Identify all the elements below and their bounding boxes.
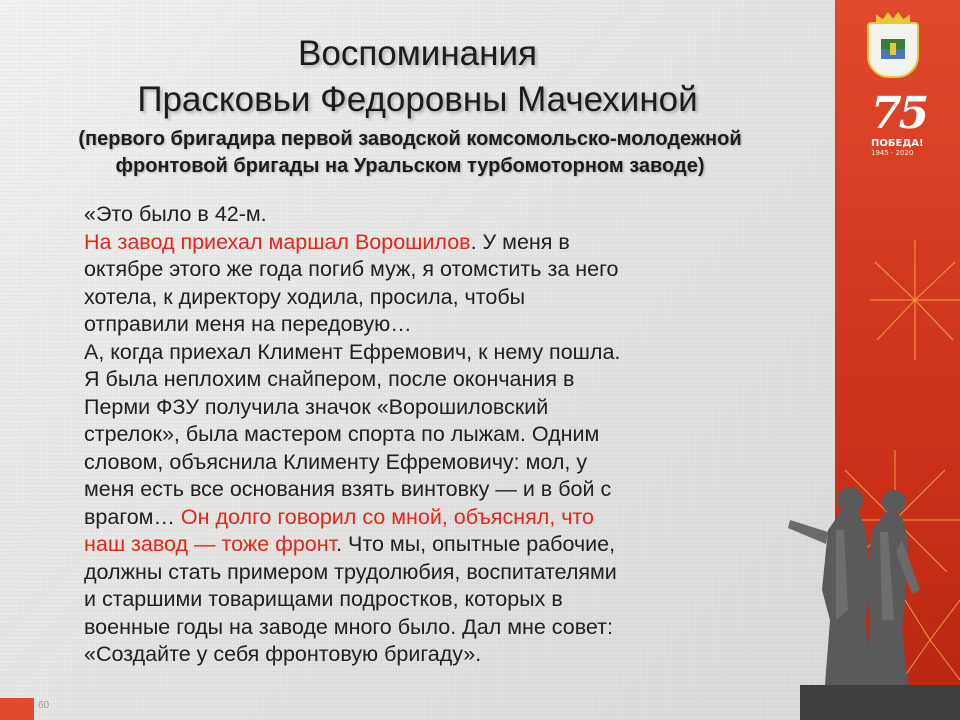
page-number-bar bbox=[0, 698, 34, 720]
quote-line: должны стать примером трудолюбия, воспитателями bbox=[84, 559, 617, 584]
subtitle-line-2: фронтовой бригады на Уральском турбомоторном заводе) bbox=[115, 155, 705, 177]
slide-title-line-2: Прасковьи Федоровны Мачехиной bbox=[137, 80, 698, 119]
highlighted-phrase: наш завод — тоже фронт bbox=[84, 532, 337, 556]
slide-subtitle bbox=[20, 126, 800, 180]
quote-line: «Создайте у себя фронтовую бригаду». bbox=[84, 642, 482, 666]
quote-line: стрелок», была мастером спорта по лыжам. Одним bbox=[84, 422, 600, 446]
quote-line: А, когда приехал Климент Ефремович, к нему пошла. bbox=[84, 339, 621, 364]
quote-line: хотела, к директору ходила, просила, чтобы bbox=[84, 284, 526, 309]
city-coat-of-arms-icon bbox=[867, 22, 919, 78]
victory-number: 75 bbox=[871, 88, 927, 139]
quote-line: «Это было в 42-м. bbox=[84, 202, 267, 226]
quote-line: отправили меня на передовую… bbox=[84, 312, 412, 336]
quote-line bbox=[84, 504, 784, 532]
worker-monument-image bbox=[770, 470, 960, 720]
quote-line: меня есть все основания взять винтовку — и в бой с bbox=[84, 477, 612, 501]
quote-line: словом, объяснила Клименту Ефремовичу: мол, у bbox=[84, 449, 588, 474]
subtitle-line-1: (первого бригадира первой заводской комсомольско-молодежной bbox=[78, 128, 742, 150]
victory-years: 1945 · 2020 bbox=[871, 149, 914, 157]
victory-word: ПОБЕДА! bbox=[871, 138, 924, 149]
highlighted-phrase: На завод приехал маршал Ворошилов bbox=[84, 229, 471, 254]
shield-icon bbox=[878, 35, 908, 65]
memoir-quote bbox=[84, 201, 784, 669]
quote-line: октябре этого же года погиб муж, я отомстить за него bbox=[84, 257, 619, 281]
quote-text: врагом… bbox=[84, 504, 181, 529]
highlighted-phrase: Он долго говорил со мной, объяснял, что bbox=[180, 504, 594, 529]
quote-line: Я была неплохим снайпером, после окончания в bbox=[84, 367, 575, 391]
quote-line: и старшими товарищами подростков, которых в bbox=[84, 587, 563, 611]
victory-75-logo bbox=[871, 88, 941, 157]
quote-line bbox=[84, 531, 784, 559]
quote-text: . Что мы, опытные рабочие, bbox=[336, 532, 616, 556]
slide-title-line-1: Воспоминания bbox=[298, 34, 537, 73]
quote-line: военные годы на заводе много было. Дал мне совет: bbox=[84, 614, 613, 639]
quote-text: . У меня в bbox=[470, 229, 570, 254]
quote-line: Перми ФЗУ получила значок «Ворошиловский bbox=[84, 394, 549, 419]
quote-line bbox=[84, 229, 784, 257]
page-number: 60 bbox=[38, 700, 50, 711]
